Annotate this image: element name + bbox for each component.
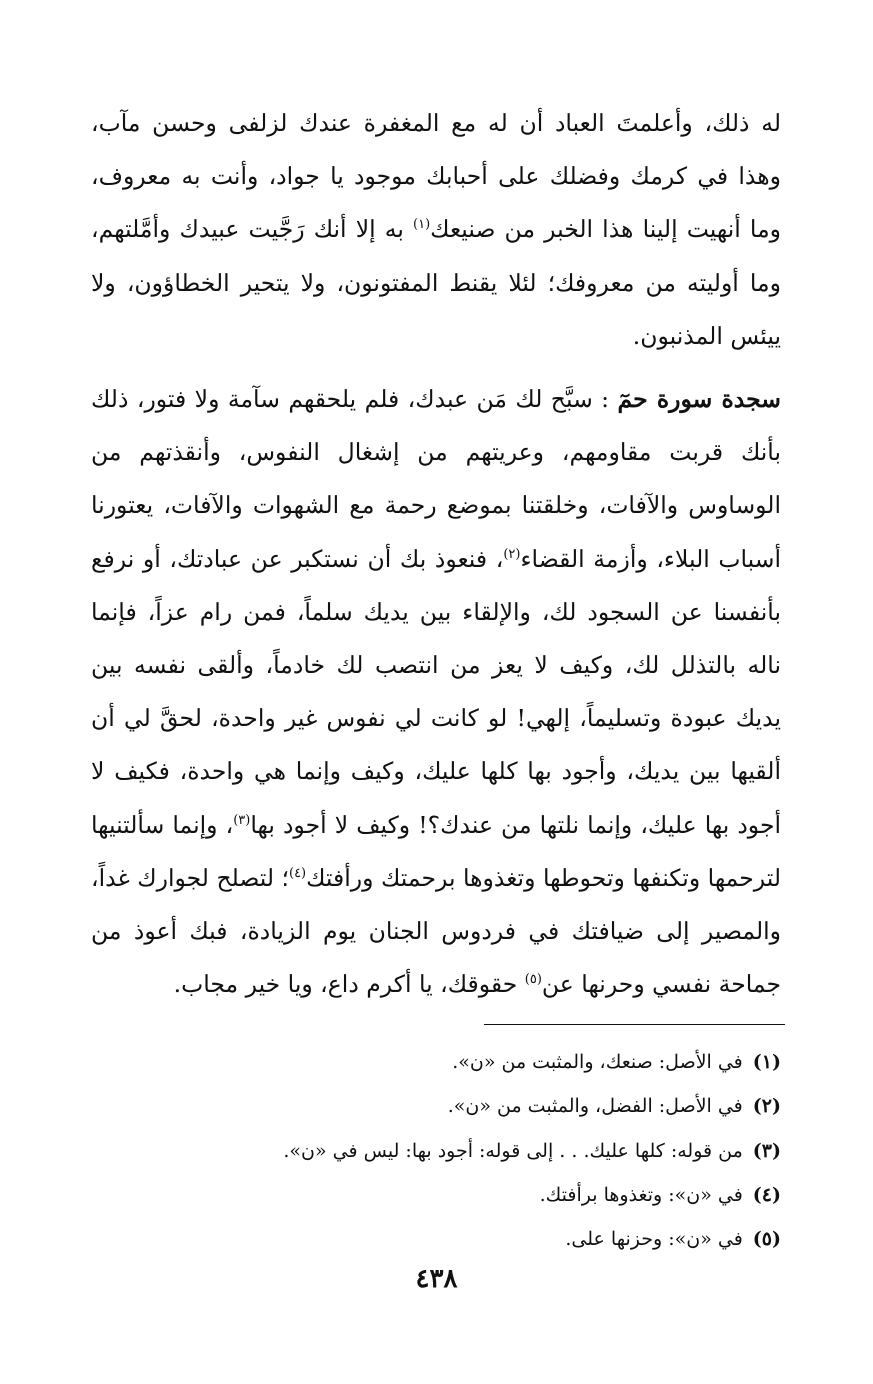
- footnote-item: [91, 1084, 781, 1128]
- footnote-item: [91, 1173, 781, 1217]
- paragraph-2-text-5: حقوقك، يا أكرم داع، ويا خير مجاب.: [173, 970, 525, 999]
- paragraph-1: [91, 97, 781, 363]
- footnote-ref-5[interactable]: (٥): [524, 972, 542, 988]
- footnote-ref-3[interactable]: (٣): [233, 812, 251, 828]
- footnote-text: من قوله: كلها عليك. . . إلى قوله: أجود بها: ليس في «ن».: [283, 1139, 743, 1162]
- page-number: ٤٣٨: [415, 1264, 458, 1294]
- paragraph-1-text: له ذلك، وأعلمتَ العباد أن له مع المغفرة عندك لزلفى وحسن مآب، وهذا في كرمك وفضلك على أحبابك موجود يا جواد، وأنت به معروف، وما أنهيت إلينا هذا الخبر من صنيعك: [91, 109, 781, 244]
- footnote-text: في الأصل: الفضل، والمثبت من «ن».: [447, 1095, 743, 1118]
- footnote-item: [91, 1129, 781, 1173]
- footnote-number: (١): [752, 1051, 781, 1073]
- footnote-text: في «ن»: وحزنها على.: [565, 1228, 743, 1251]
- footnotes-list: [91, 1040, 781, 1261]
- sajda-heading: سجدة سورة حمٓ: [617, 385, 781, 414]
- footnote-ref-4[interactable]: (٤): [288, 866, 307, 882]
- paragraph-2-text-1: : سبَّح لك مَن عبدك، فلم يلحقهم سآمة ولا فتور، ذلك بأنك قربت مقاومهم، وعريتهم من إشغال النفوس، وأنقذتهم من الوساوس والآفات، وخلقتنا بموضع رحمة مع الشهوات والآفات، يعتورنا أسباب البلاء، وأزمة القضاء: [91, 385, 781, 573]
- paragraph-2-text-4: ؛ لتصلح لجوارك غداً، والمصير إلى ضيافتك في فردوس الجنان يوم الزيادة، فبك أعوذ من جماحة نفسي وحرنها عن: [91, 863, 781, 999]
- footnote-ref-2[interactable]: (٢): [503, 546, 521, 562]
- main-text: [91, 97, 781, 1011]
- paragraph-2: [91, 373, 781, 1011]
- footnote-number: (٢): [752, 1095, 781, 1118]
- footnote-separator: [484, 1024, 785, 1025]
- paragraph-2-text-2: ، فنعوذ بك أن نستكبر عن عبادتك، أو نرفع بأنفسنا عن السجود لك، والإلقاء بين يديك سلماً، فمن رام عزاً، فإنما ناله بالتذلل لك، وكيف لا يعز من انتصب لك خادماً، وألقى نفسه بين يديك عبودة وتسليماً، إلهي! لو كانت لي نفوس غير واحدة، لحقَّ لي أن ألقيها بين يديك، وأجود بها كلها عليك، وكيف وإنما هي واحدة، فكيف لا أجود بها عليك، وإنما نلتها من عندك؟! وكيف لا أجود بها: [91, 544, 781, 839]
- footnote-item: [91, 1040, 781, 1084]
- footnote-ref-1[interactable]: (١): [413, 217, 431, 233]
- paragraph-1-text-after: به إلا أنك رَجَّيت عبيدك وأمَّلتهم، وما أوليته من معروفك؛ لئلا يقنط المفتونون، ولا يتحير الخطاؤون، ولا ييئس المذنبون.: [91, 215, 781, 350]
- footnote-number: (٣): [752, 1139, 781, 1162]
- footnote-number: (٤): [752, 1183, 781, 1206]
- footnote-item: [91, 1217, 781, 1261]
- footnote-text: في الأصل: صنعك، والمثبت من «ن».: [452, 1051, 743, 1073]
- footnote-text: في «ن»: وتغذوها برأفتك.: [539, 1183, 743, 1206]
- paragraph-2-text-3: ، وإنما سألتنيها لترحمها وتكنفها وتحوطها وتغذوها برحمتك ورأفتك: [91, 810, 781, 892]
- footnote-number: (٥): [752, 1228, 781, 1251]
